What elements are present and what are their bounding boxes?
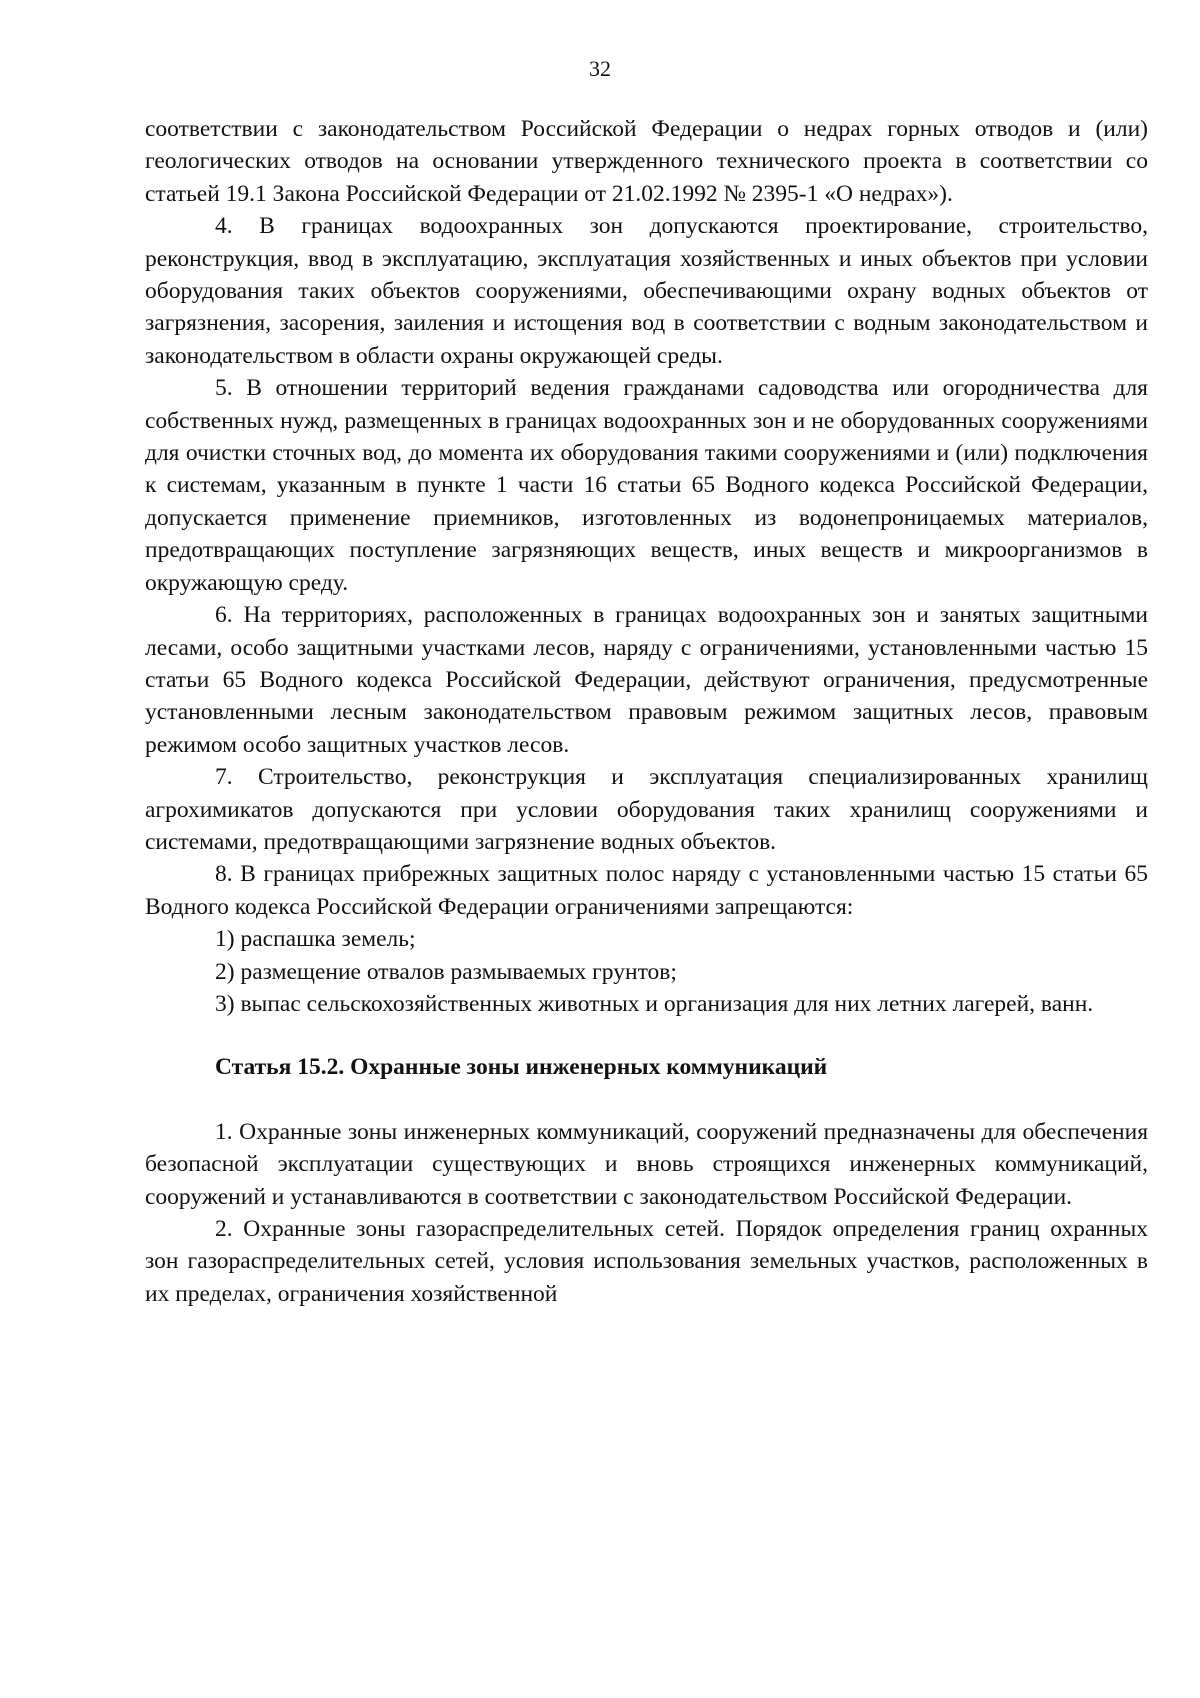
list-item-3: 3) выпас сельскохозяйственных животных и организация для них летних лагерей, ванн. [215, 990, 1094, 1017]
list-item-1: 1) распашка земель; [215, 926, 416, 953]
paragraph-item-8: 8. В границах прибрежных защитных полос наряду с установленными частью 15 статьи 65 Водного кодекса Российской Федерации ограничениями запрещаются: [145, 861, 1148, 920]
paragraph-item-7: 7. Строительство, реконструкция и эксплуатация специализированных хранилищ агрохимикатов допускаются при условии оборудования таких хранилищ сооружениями и системами, предотвращающими загрязнение водных объектов. [145, 764, 1148, 855]
page-number: 32 [589, 56, 611, 81]
document-body [145, 113, 1148, 1310]
paragraph-article-item-2: 2. Охранные зоны газораспределительных сетей. Порядок определения границ охранных зон газораспределительных сетей, условия использования земельных участков, расположенных в их пределах, ограничения хозяйственной [145, 1216, 1148, 1307]
paragraph-item-6: 6. На территориях, расположенных в границах водоохранных зон и занятых защитными лесами, особо защитными участками лесов, наряду с ограничениями, установленными частью 15 статьи 65 Водного кодекса Российской Федерации, действуют ограничения, предусмотренные установленными лесным законодательством правовым режимом защитных лесов, правовым режимом особо защитных участков лесов. [145, 602, 1148, 758]
article-heading: Статья 15.2. Охранные зоны инженерных коммуникаций [215, 1054, 828, 1081]
list-item-2: 2) размещение отвалов размываемых грунтов; [215, 958, 677, 985]
paragraph-item-5: 5. В отношении территорий ведения гражданами садоводства или огородничества для собственных нужд, размещенных в границах водоохранных зон и не оборудованных сооружениями для очистки сточных вод, до момента их оборудования такими сооружениями и (или) подключения к системам, указанным в пункте 1 части 16 статьи 65 Водного кодекса Российской Федерации, допускается применение приемников, изготовленных из водонепроницаемых материалов, предотвращающих поступление загрязняющих веществ, иных веществ и микроорганизмов в окружающую среду. [145, 375, 1148, 596]
paragraph-continuation: соответствии с законодательством Российской Федерации о недрах горных отводов и (или) геологических отводов на основании утвержденного технического проекта в соответствии со статьей 19.1 Закона Российской Федерации от 21.02.1992 № 2395-1 «О недрах»). [145, 116, 1148, 207]
paragraph-item-4: 4. В границах водоохранных зон допускаются проектирование, строительство, реконструкция, ввод в эксплуатацию, эксплуатация хозяйственных и иных объектов при условии оборудования таких объектов сооружениями, обеспечивающими охрану водных объектов от загрязнения, засорения, заиления и истощения вод в соответствии с водным законодательством и законодательством в области охраны окружающей среды. [145, 213, 1148, 369]
paragraph-article-item-1: 1. Охранные зоны инженерных коммуникаций, сооружений предназначены для обеспечения безопасной эксплуатации существующих и вновь строящихся инженерных коммуникаций, сооружений и устанавливаются в соответствии с законодательством Российской Федерации. [145, 1118, 1148, 1210]
